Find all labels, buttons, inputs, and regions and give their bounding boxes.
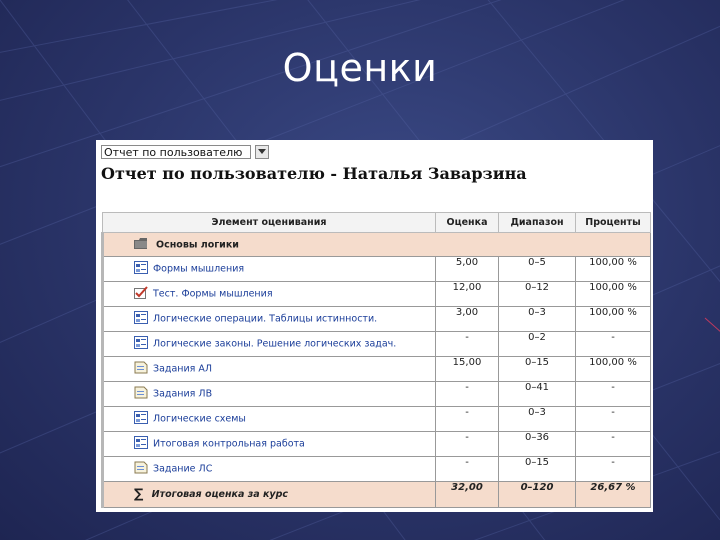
course-total-label: Итоговая оценка за курс [151, 489, 289, 500]
grade-item-link[interactable]: Логические операции. Таблицы истинности. [153, 313, 378, 325]
range-value: 0–15 [499, 457, 576, 482]
table-row [103, 457, 651, 482]
column-header-percent: Проценты [576, 213, 651, 233]
course-total-row [103, 482, 651, 508]
table-row [103, 307, 651, 332]
category-label: Основы логики [156, 239, 239, 250]
grade-item-link[interactable]: Логические схемы [153, 413, 246, 425]
percent-value: 100,00 % [576, 357, 651, 382]
assignment-icon [134, 386, 148, 402]
quiz-icon [134, 336, 148, 352]
percent-value: 100,00 % [576, 307, 651, 332]
report-title: Отчет по пользователю - Наталья Заварзина [101, 164, 527, 183]
percent-value: 100,00 % [576, 282, 651, 307]
table-row [103, 432, 651, 457]
column-header-range: Диапазон [499, 213, 576, 233]
grade-value: 15,00 [436, 357, 499, 382]
report-type-value[interactable]: Отчет по пользователю [101, 145, 251, 159]
grades-table [101, 212, 651, 508]
gradebook-screenshot [96, 140, 653, 512]
report-type-select[interactable] [101, 144, 271, 160]
table-row [103, 282, 651, 307]
range-value: 0–5 [499, 257, 576, 282]
grade-item-link[interactable]: Итоговая контрольная работа [153, 438, 305, 450]
course-total-grade: 32,00 [436, 482, 499, 508]
table-header-row [103, 213, 651, 233]
column-header-item: Элемент оценивания [103, 213, 436, 233]
grade-item-link[interactable]: Задания ЛВ [153, 388, 213, 400]
grade-value: - [436, 382, 499, 407]
grade-item-link[interactable]: Тест. Формы мышления [153, 288, 273, 300]
grade-value: - [436, 407, 499, 432]
range-value: 0–36 [499, 432, 576, 457]
category-row [103, 233, 651, 257]
table-row [103, 357, 651, 382]
grade-value: 5,00 [436, 257, 499, 282]
grade-value: - [436, 332, 499, 357]
percent-value: - [576, 432, 651, 457]
quiz-icon [134, 436, 148, 452]
chevron-down-icon[interactable] [255, 145, 269, 159]
assignment-icon [134, 461, 148, 477]
quiz-icon [134, 411, 148, 427]
range-value: 0–12 [499, 282, 576, 307]
range-value: 0–41 [499, 382, 576, 407]
grade-value: - [436, 457, 499, 482]
grade-value: - [436, 432, 499, 457]
checkmark-icon [134, 286, 148, 302]
table-row [103, 257, 651, 282]
range-value: 0–2 [499, 332, 576, 357]
percent-value: 100,00 % [576, 257, 651, 282]
course-total-range: 0–120 [499, 482, 576, 508]
assignment-icon [134, 361, 148, 377]
percent-value: - [576, 332, 651, 357]
percent-value: - [576, 457, 651, 482]
grade-item-link[interactable]: Формы мышления [153, 263, 245, 275]
range-value: 0–3 [499, 407, 576, 432]
table-row [103, 332, 651, 357]
table-row [103, 382, 651, 407]
range-value: 0–3 [499, 307, 576, 332]
grade-item-link[interactable]: Задания АЛ [153, 363, 213, 375]
percent-value: - [576, 382, 651, 407]
grade-item-link[interactable]: Задание ЛС [153, 463, 213, 475]
course-total-percent: 26,67 % [576, 482, 651, 508]
sigma-icon: ∑ [134, 487, 144, 502]
table-row [103, 407, 651, 432]
quiz-icon [134, 311, 148, 327]
grade-value: 3,00 [436, 307, 499, 332]
grade-item-link[interactable]: Логические законы. Решение логических задач. [153, 338, 397, 350]
quiz-icon [134, 261, 148, 277]
grade-value: 12,00 [436, 282, 499, 307]
percent-value: - [576, 407, 651, 432]
folder-icon [134, 238, 148, 252]
range-value: 0–15 [499, 357, 576, 382]
column-header-grade: Оценка [436, 213, 499, 233]
slide-title: Оценки [282, 46, 438, 90]
